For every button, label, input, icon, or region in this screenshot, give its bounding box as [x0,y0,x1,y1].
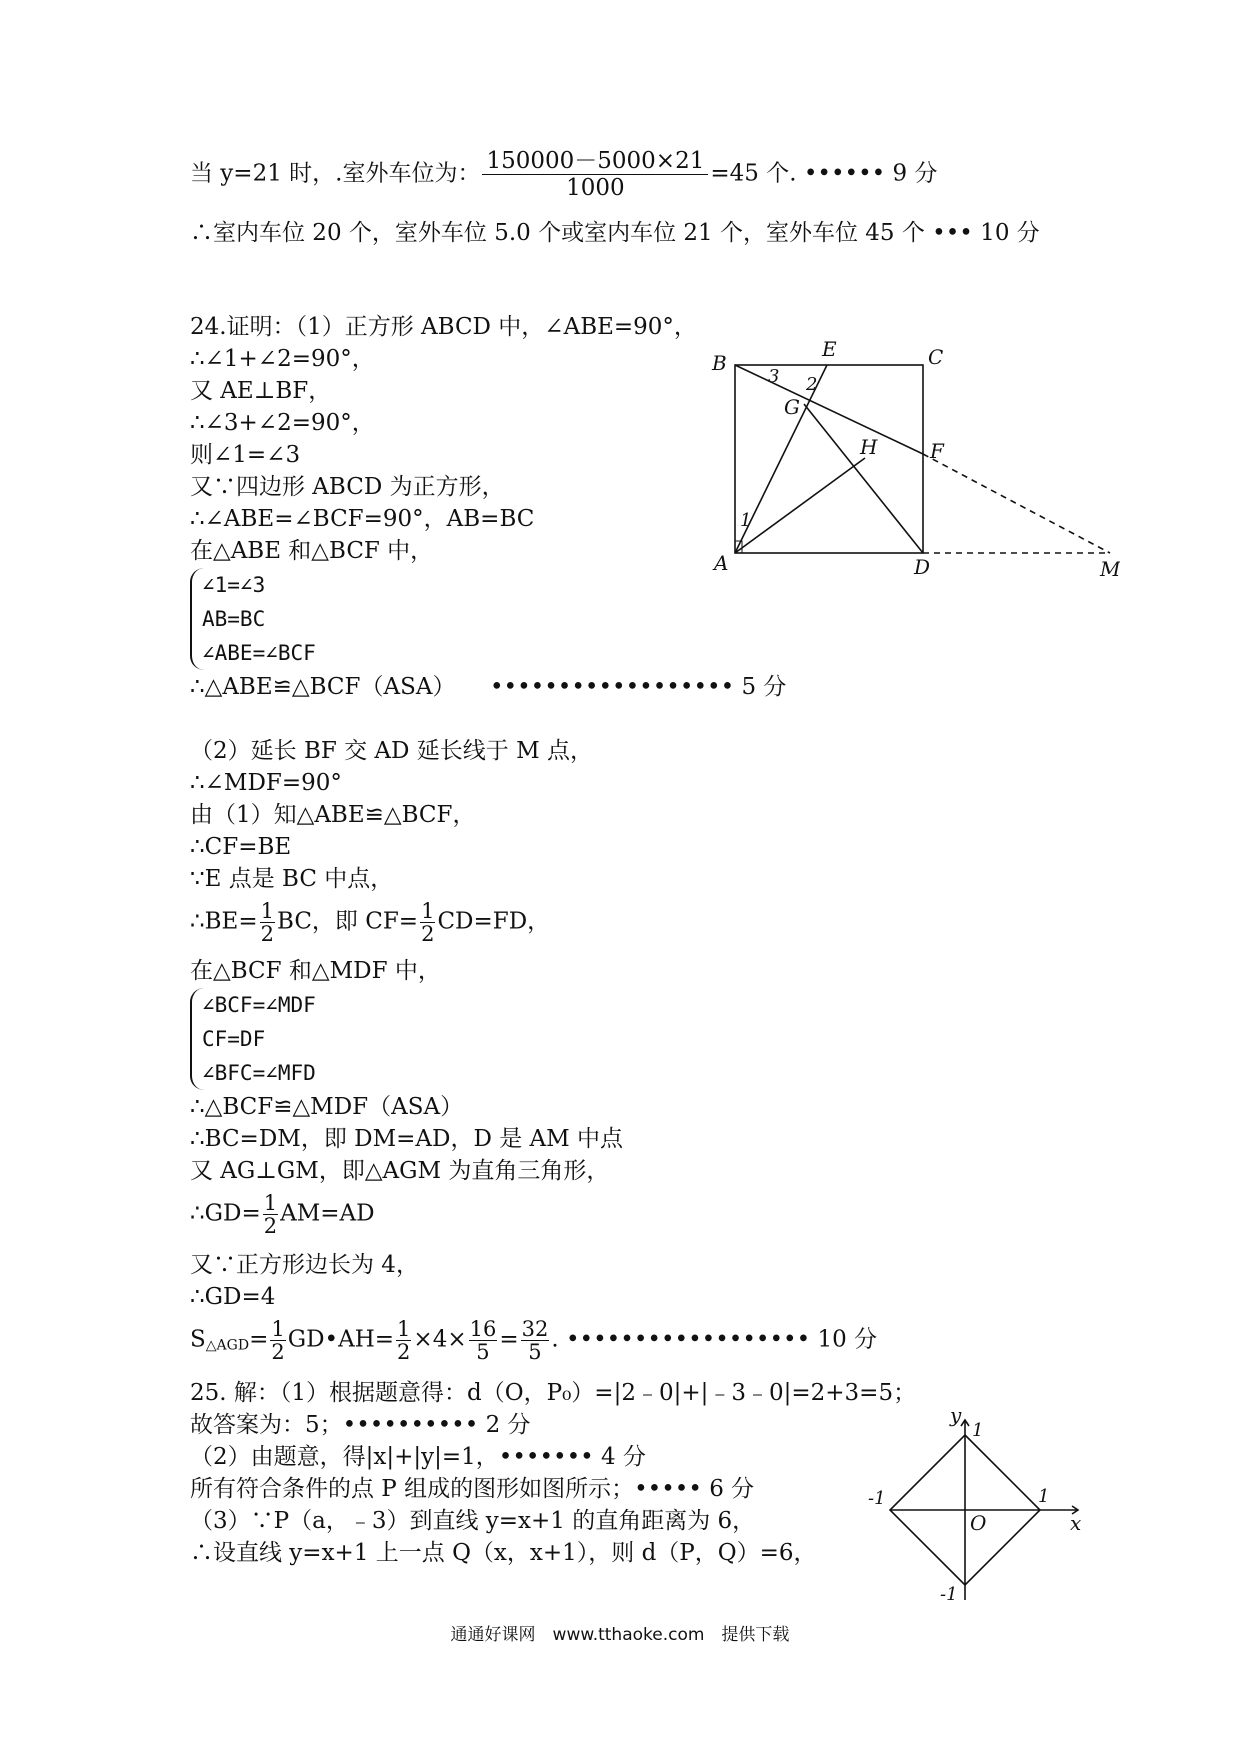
diamond-coordinate-figure [860,1400,1090,1620]
q25-line: （3）∵P（a，﹣3）到直线 y=x+1 的直角距离为 6， [190,1508,756,1534]
fraction-half: $\frac{1}{2}$ [421,899,435,946]
origin-label: O [970,1511,987,1535]
q24-line: ∴∠MDF=90° [190,770,342,796]
angle-label-1: 1 [740,510,752,531]
q24-line: ∴∠1+∠2=90°， [190,346,375,372]
q24-line: ∴GD=4 [190,1284,276,1310]
y-axis-label: y [950,1403,962,1427]
q24-line: ∵E 点是 BC 中点， [190,866,394,892]
q25-line: 所有符合条件的点 P 组成的图形如图所示；••••• 6 分 [190,1476,755,1502]
q24-half-line: ∴BE= $\frac{1}{2}$ BC，即 CF= $\frac{1}{2}$ CD=FD， [190,899,551,946]
label-m: M [1100,557,1120,581]
label-f: F [930,439,944,463]
q25-line: （2）由题意，得|x|+|y|=1，••••••• 4 分 [190,1444,646,1470]
tick-label-y-neg1: -1 [940,1584,958,1605]
q24-line: 又∵正方形边长为 4， [190,1252,419,1278]
x-axis-label: x [1070,1511,1082,1535]
area-line: $S_{\triangle AGD}=$ $\frac{1}{2}$ GD•AH= $\frac{1}{2}$ ×4× $\frac{16}{5}$ = $\frac{32}{5}$ . •••••••••••••••••• 10 分 [190,1317,878,1364]
q24-line: 24.证明：（1）正方形 ABCD 中，∠ABE=90°， [190,314,697,340]
q25-line: ∴设直线 y=x+1 上一点 Q（x，x+1），则 d（P，Q）=6， [190,1540,817,1566]
angle-label-2: 2 [806,374,818,395]
square-abcd [735,365,923,553]
label-a: A [714,551,729,575]
tick-label-x1: 1 [1038,1486,1050,1507]
fraction-half: $\frac{1}{2}$ [397,1317,411,1364]
q24-line: 由（1）知△ABE≌△BCF， [190,802,476,828]
q24-line: （2）延长 BF 交 AD 延长线于 M 点， [190,738,593,764]
tick-label-x-neg1: -1 [868,1488,886,1509]
label-b: B [712,351,727,375]
q24-line: 在△ABE 和△BCF 中， [190,538,434,564]
segment-ah [735,458,865,553]
q24-line: ∴△ABE≌△BCF（ASA） •••••••••••••••••• 5 分 [190,674,787,700]
label-c: C [928,345,944,369]
fraction-half: $\frac{1}{2}$ [263,1191,278,1238]
label-e: E [822,337,837,361]
q24-line: ∴△BCF≌△MDF（ASA） [190,1094,464,1120]
q24-line: ∴BC=DM，即 DM=AD，D 是 AM 中点 [190,1126,623,1152]
q25-line: 25. 解：（1）根据题意得：d（O，P₀）=|2﹣0|+|﹣3﹣0|=2+3=5； [190,1380,917,1406]
q24-line: 则∠1=∠3 [190,442,301,468]
fraction-half: $\frac{1}{2}$ [260,899,274,946]
segment-bf [735,365,923,454]
q25-line: 故答案为：5；•••••••••• 2 分 [190,1412,531,1438]
q24-gd-line: ∴GD= $\frac{1}{2}$ AM=AD [190,1191,375,1238]
page-footer: 通通好课网 www.tthaoke.com 提供下载 [450,1625,790,1645]
label-h: H [860,435,878,459]
q24-line: 在△BCF 和△MDF 中， [190,958,441,984]
q24-line: 又 AG⊥GM，即△AGM 为直角三角形， [190,1158,610,1184]
q24-line: 又 AE⊥BF， [190,378,332,404]
segment-fm-dashed [923,454,1110,553]
q24-line: 又∵四边形 ABCD 为正方形， [190,474,505,500]
parking-line-1: 当 y=21 时，.室外车位为： $\frac{150000-5000\times 21}{1000}$ =45 个. •••••• 9 分 [190,148,938,201]
parking-conclusion: ∴室内车位 20 个，室外车位 5.0 个或室内车位 21 个，室外车位 45 个 ••• 10 分 [190,220,1040,246]
q24-line: ∴CF=BE [190,834,292,860]
tick-label-y1: 1 [972,1420,984,1441]
condition-brace-2: ∠BCF=∠MDF CF=DF ∠BFC=∠MFD [190,988,316,1090]
square-geometry-figure [700,330,1120,590]
fraction-half: $\frac{1}{2}$ [271,1317,285,1364]
q24-line: ∴∠3+∠2=90°， [190,410,375,436]
condition-brace-1: ∠1=∠3 AB=BC ∠ABE=∠BCF [190,568,316,670]
fraction-outdoor: $\frac{150000-5000\times 21}{1000}$ [482,148,708,201]
fraction-16-5: $\frac{16}{5}$ [469,1317,497,1364]
fraction-32-5: $\frac{32}{5}$ [521,1317,549,1364]
label-g: G [784,395,800,419]
angle-label-3: 3 [768,366,780,387]
q24-line: ∴∠ABE=∠BCF=90°，AB=BC [190,506,535,532]
label-d: D [914,555,931,579]
